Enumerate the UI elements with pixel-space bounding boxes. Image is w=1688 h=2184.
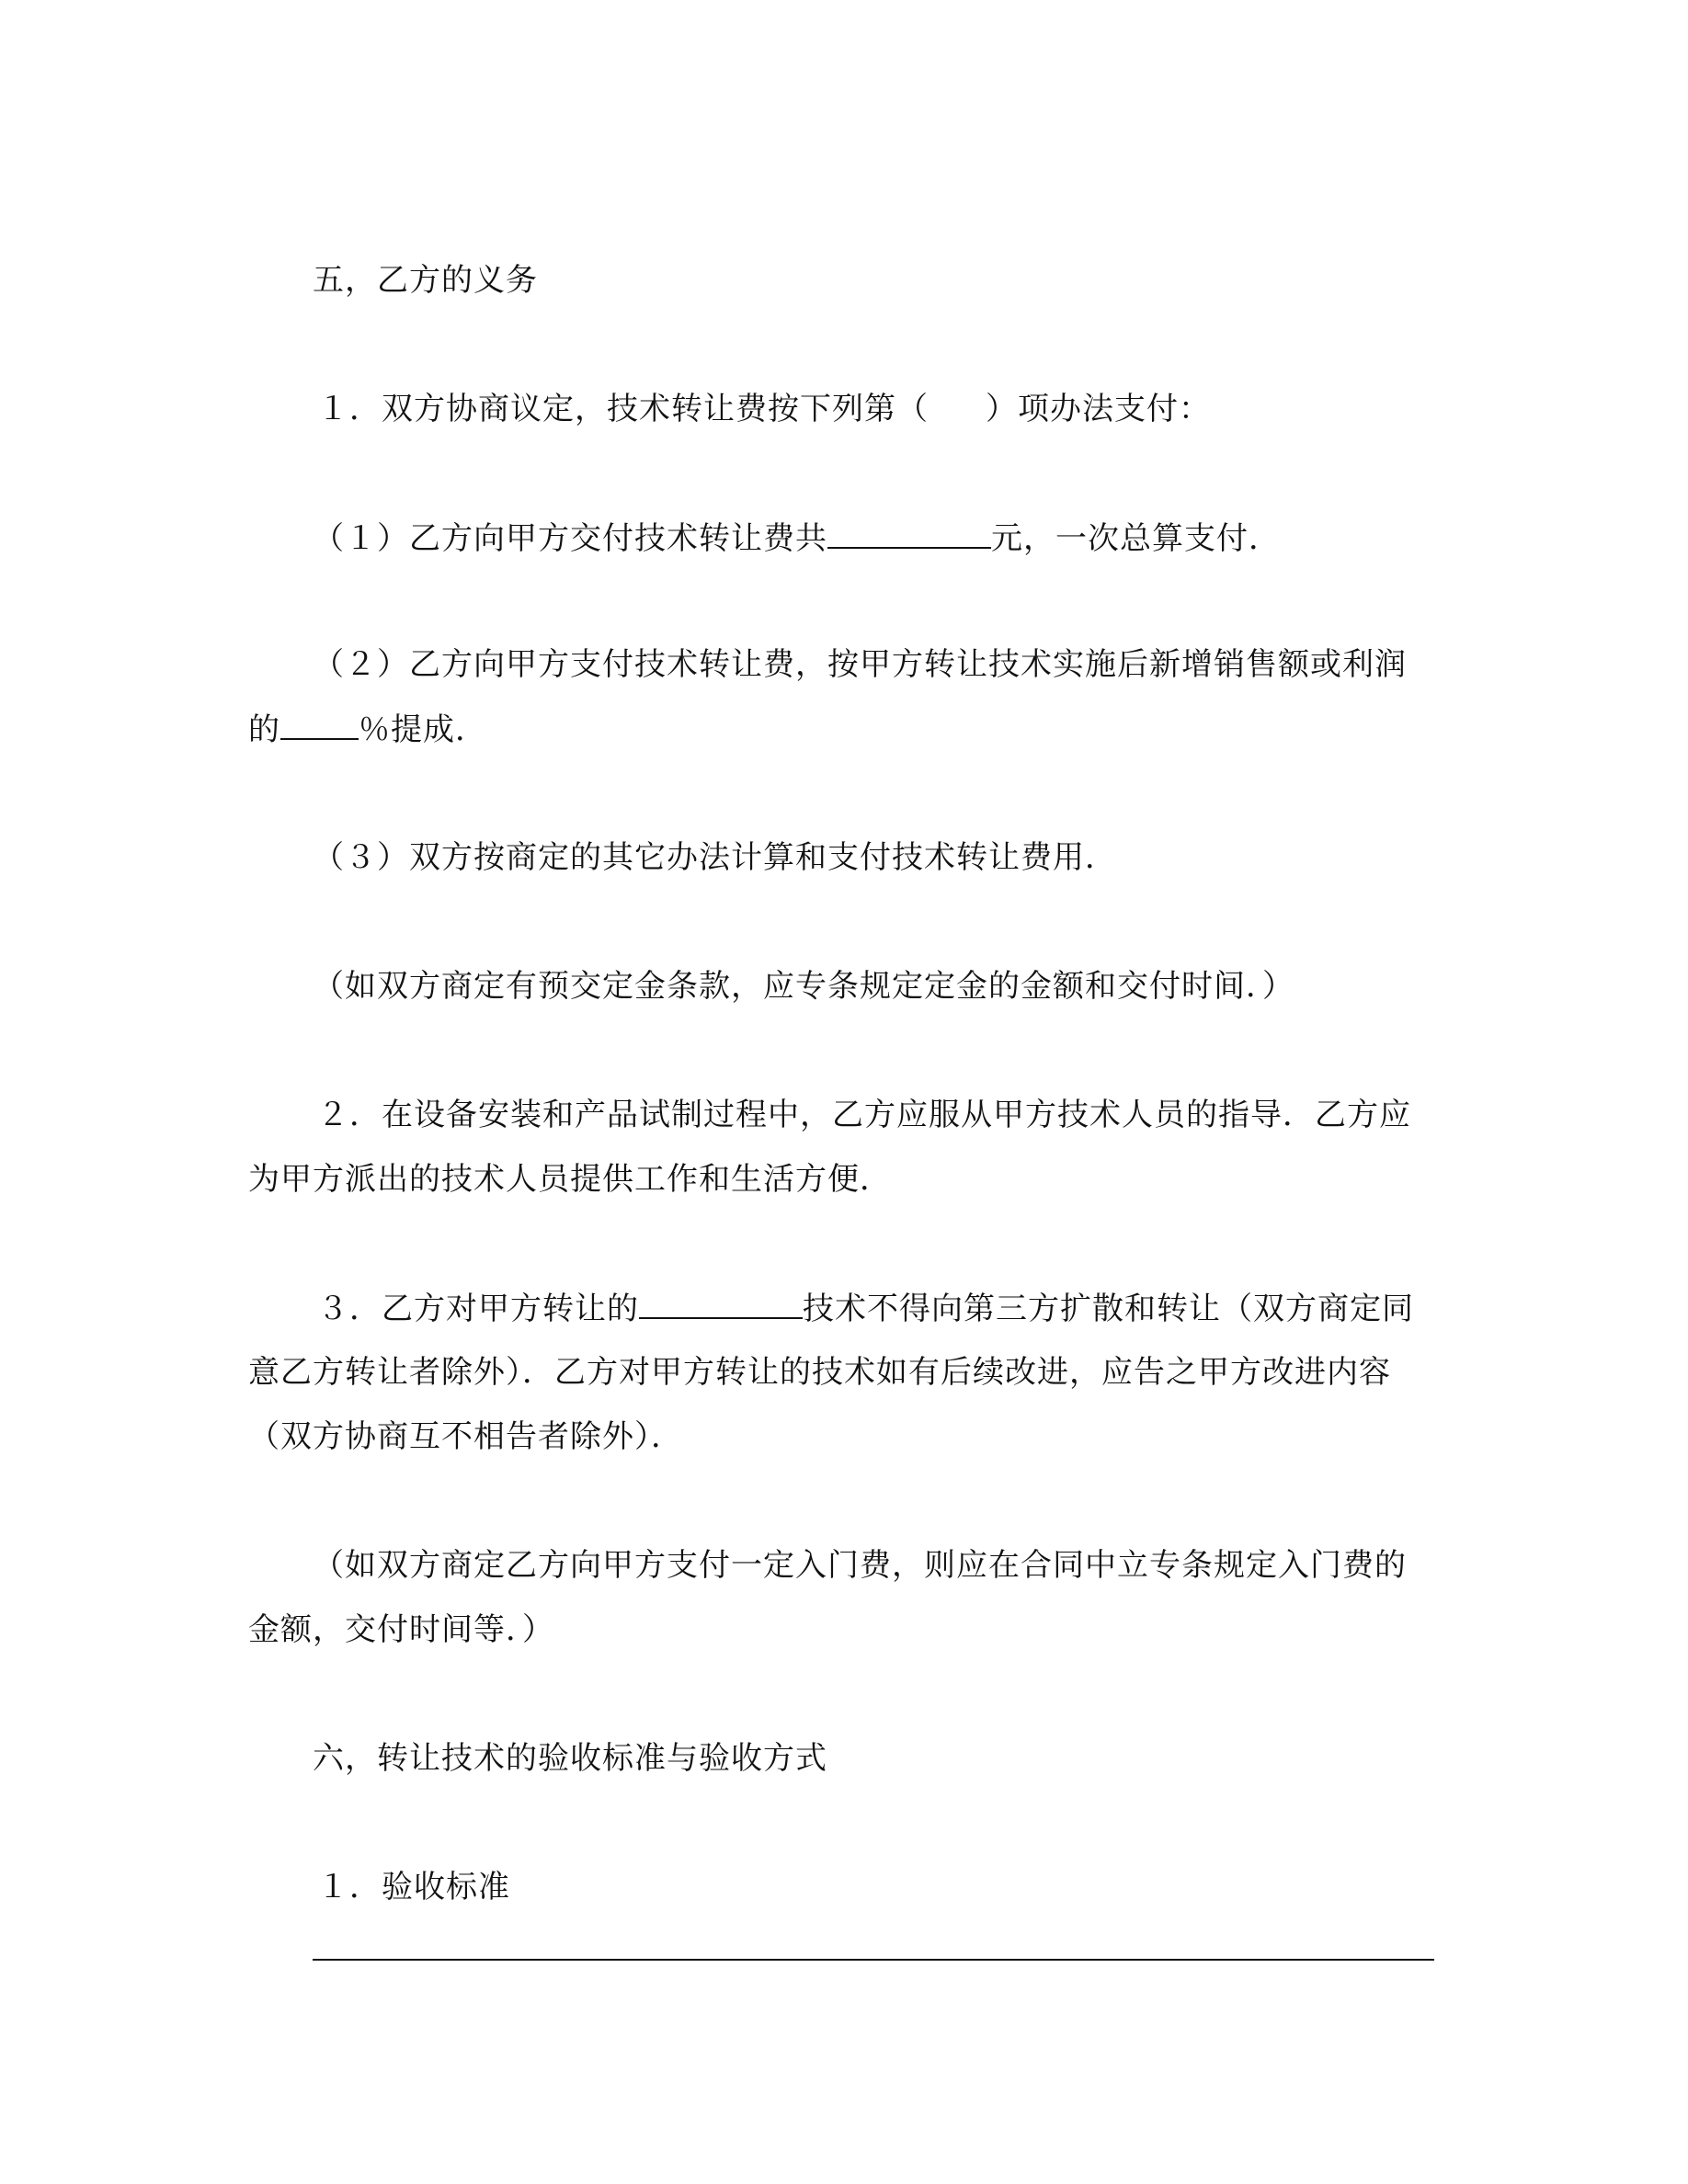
option-1-lump-sum	[313, 519, 1499, 557]
section-5-heading: 五，乙方的义务	[313, 262, 538, 299]
item-1-payment-method	[317, 391, 1503, 427]
option-1-text-after: 元，一次总算支付．	[991, 520, 1281, 557]
acceptance-standard-fill-line	[313, 1959, 1434, 1961]
option-2-text-after: ％提成．	[359, 711, 487, 748]
section-6-heading: 六，转让技术的验收标准与验收方式	[313, 1740, 827, 1777]
item-1-text-after: ）项办法支付：	[986, 391, 1211, 427]
acceptance-standard-item: １．验收标准	[317, 1869, 510, 1905]
item-2-line-1: ２．在设备安装和产品试制过程中，乙方应服从甲方技术人员的指导．乙方应	[317, 1097, 1411, 1133]
technology-blank	[639, 1290, 803, 1319]
percent-blank	[280, 711, 359, 740]
item-1-text-before: １．双方协商议定，技术转让费按下列第（	[317, 391, 929, 427]
item-3-line-3: （双方协商互不相告者除外）．	[248, 1418, 683, 1455]
item-3-text-after: 技术不得向第三方扩散和转让（双方商定同	[803, 1291, 1414, 1327]
entry-fee-note-line-2: 金额，交付时间等．）	[248, 1611, 554, 1648]
item-2-line-2: 为甲方派出的技术人员提供工作和生活方便．	[248, 1161, 892, 1198]
option-blank	[929, 392, 986, 419]
option-2-text-before: 的	[248, 711, 280, 748]
option-2-line-1: （２）乙方向甲方支付技术转让费，按甲方转让技术实施后新增销售额或利润	[313, 646, 1407, 683]
item-3-line-1	[317, 1290, 1503, 1327]
deposit-note: （如双方商定有预交定金条款，应专条规定定金的金额和交付时间．）	[313, 968, 1295, 1005]
entry-fee-note-line-1: （如双方商定乙方向甲方支付一定入门费，则应在合同中立专条规定入门费的	[313, 1547, 1407, 1584]
item-3-line-2: 意乙方转让者除外）．乙方对甲方转让的技术如有后续改进，应告之甲方改进内容	[248, 1354, 1391, 1391]
option-1-text-before: （１）乙方向甲方交付技术转让费共	[313, 520, 827, 557]
item-3-text-before: ３．乙方对甲方转让的	[317, 1291, 639, 1327]
option-2-line-2	[248, 711, 1434, 748]
option-3: （３）双方按商定的其它办法计算和支付技术转让费用．	[313, 839, 1117, 876]
amount-blank	[827, 519, 991, 549]
